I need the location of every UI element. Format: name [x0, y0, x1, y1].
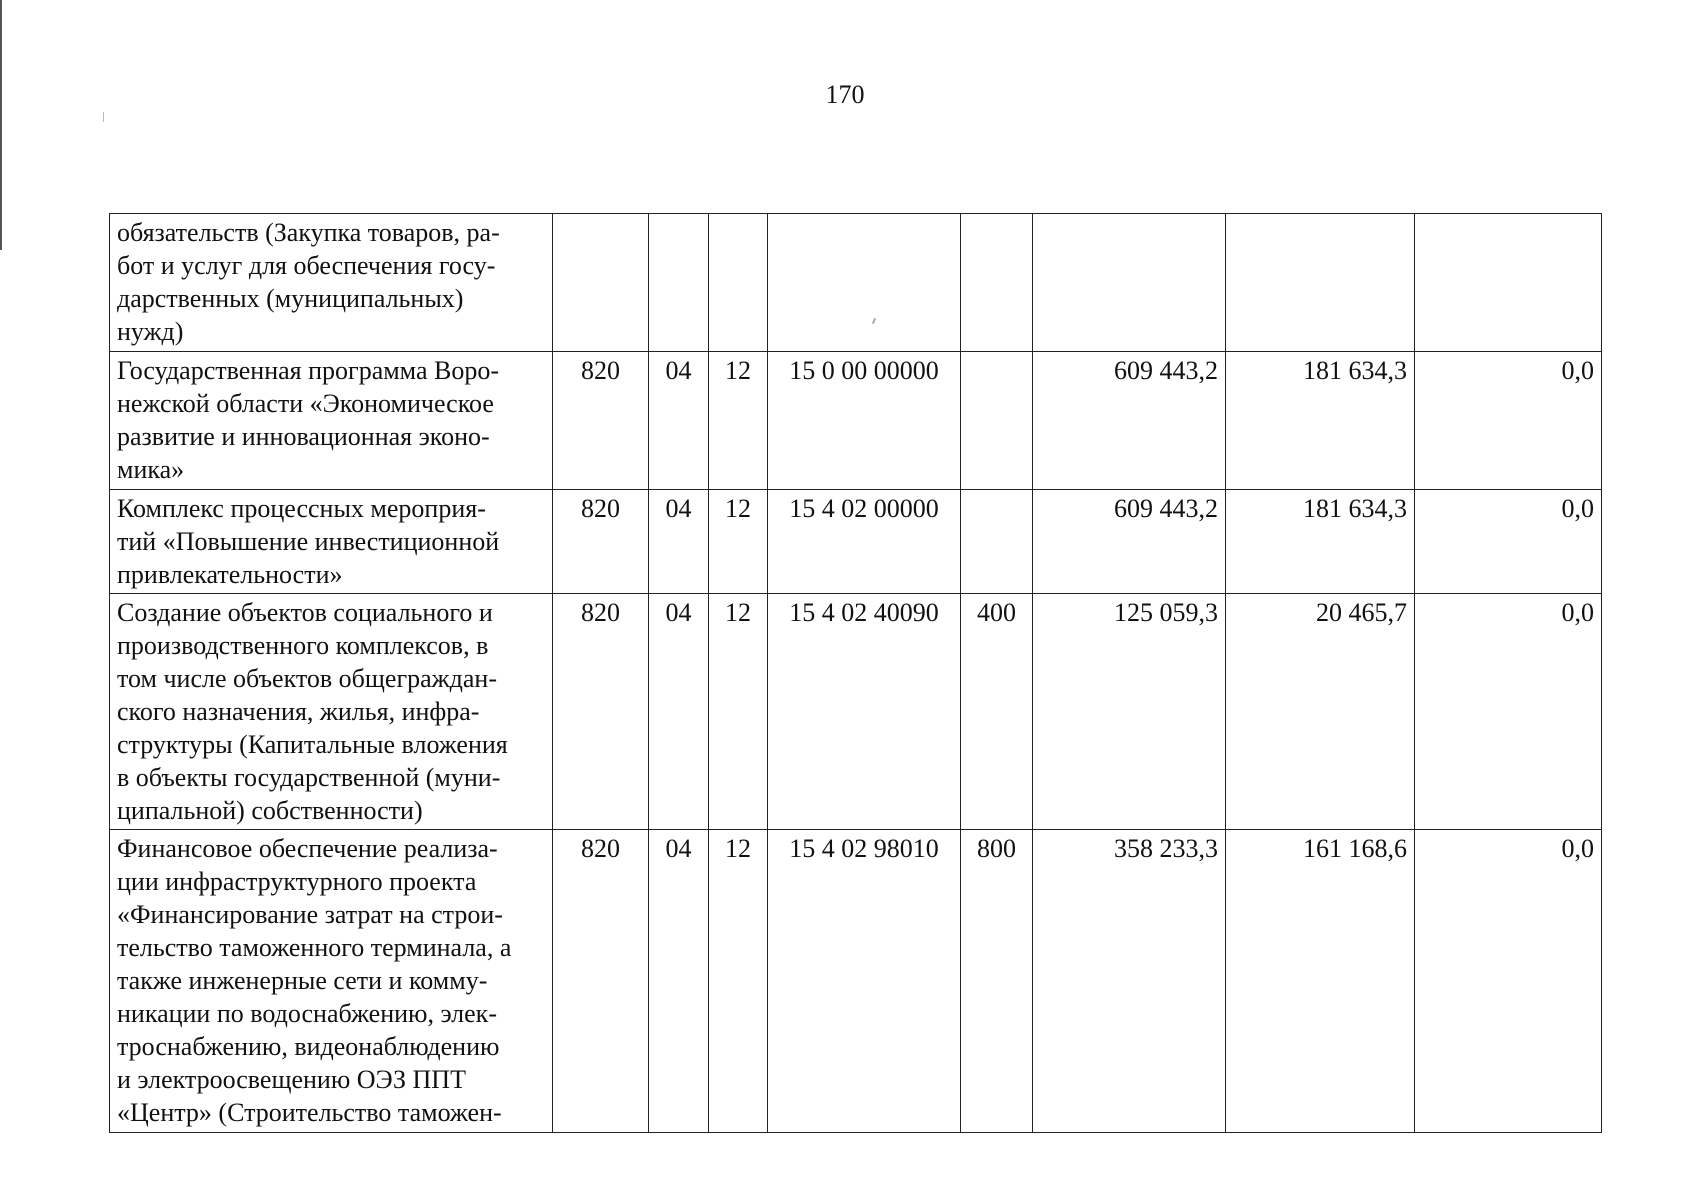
rz-cell: [649, 214, 709, 352]
rz-cell: 04: [649, 594, 709, 830]
vr-cell: [961, 352, 1033, 490]
sum3-cell: 0,0: [1415, 352, 1602, 490]
grbs-cell: [553, 214, 649, 352]
table-row: [110, 830, 1602, 1133]
sum2-cell: [1226, 214, 1415, 352]
sum2-cell: 181 634,3: [1226, 490, 1415, 594]
rz-cell: 04: [649, 352, 709, 490]
pr-cell: 12: [709, 490, 768, 594]
rz-cell: 04: [649, 830, 709, 1133]
sum3-cell: [1415, 214, 1602, 352]
row-name-cell: [110, 594, 553, 830]
grbs-cell: 820: [553, 490, 649, 594]
budget-table-body: [110, 214, 1602, 1133]
pr-cell: [709, 214, 768, 352]
table-row: [110, 594, 1602, 830]
vr-cell: [961, 490, 1033, 594]
row-name-text: Государственная программа Воро- нежской области «Экономическое развитие и инновационная эконо- мика»: [117, 356, 500, 484]
rz-cell: 04: [649, 490, 709, 594]
row-name-text: Создание объектов социального и производственного комплексов, в том числе объектов общеграждан- ского назначения, жилья, инфра- структуры (Капитальные вложения в объекты государственной (муни- ципальной) собственности): [117, 598, 508, 825]
sum1-cell: 358 233,3: [1033, 830, 1226, 1133]
grbs-cell: 820: [553, 352, 649, 490]
pr-cell: 12: [709, 830, 768, 1133]
grbs-cell: 820: [553, 594, 649, 830]
vr-cell: [961, 214, 1033, 352]
sum1-cell: 609 443,2: [1033, 490, 1226, 594]
pr-cell: 12: [709, 352, 768, 490]
sum2-cell: 20 465,7: [1226, 594, 1415, 830]
budget-table: [109, 213, 1602, 1133]
csr-cell: 15 0 00 00000: [768, 352, 961, 490]
sum3-cell: 0,0: [1415, 490, 1602, 594]
vr-cell: 400: [961, 594, 1033, 830]
csr-cell: [768, 214, 961, 352]
csr-cell: 15 4 02 00000: [768, 490, 961, 594]
row-name-cell: [110, 490, 553, 594]
row-name-text: Комплекс процессных мероприя- тий «Повышение инвестиционной привлекательности»: [117, 494, 500, 589]
page-number: 170: [825, 80, 865, 109]
row-name-cell: [110, 352, 553, 490]
csr-cell: 15 4 02 40090: [768, 594, 961, 830]
vr-cell: 800: [961, 830, 1033, 1133]
sum2-cell: 161 168,6: [1226, 830, 1415, 1133]
sum1-cell: 609 443,2: [1033, 352, 1226, 490]
grbs-cell: 820: [553, 830, 649, 1133]
table-row: [110, 214, 1602, 352]
row-name-text: Финансовое обеспечение реализа- ции инфраструктурного проекта «Финансирование затрат на строи- тельство таможенного терминала, а также инженерные сети и комму- никации по водоснабжению, элек- троснабжению, видеонаблюдению и электроосвещению ОЭЗ ППТ «Центр» (Строительство таможен-: [117, 834, 512, 1127]
table-row: [110, 490, 1602, 594]
row-name-text: обязательств (Закупка товаров, ра- бот и услуг для обеспечения госу- дарственных (муниципальных) нужд): [117, 218, 500, 346]
pr-cell: 12: [709, 594, 768, 830]
csr-cell: 15 4 02 98010: [768, 830, 961, 1133]
scan-left-edge: [0, 0, 2, 250]
sum3-cell: 0,0: [1415, 830, 1602, 1133]
sum3-cell: 0,0: [1415, 594, 1602, 830]
scan-artifact: [103, 112, 104, 122]
row-name-cell: [110, 214, 553, 352]
sum1-cell: 125 059,3: [1033, 594, 1226, 830]
table-row: [110, 352, 1602, 490]
row-name-cell: [110, 830, 553, 1133]
sum1-cell: [1033, 214, 1226, 352]
sum2-cell: 181 634,3: [1226, 352, 1415, 490]
